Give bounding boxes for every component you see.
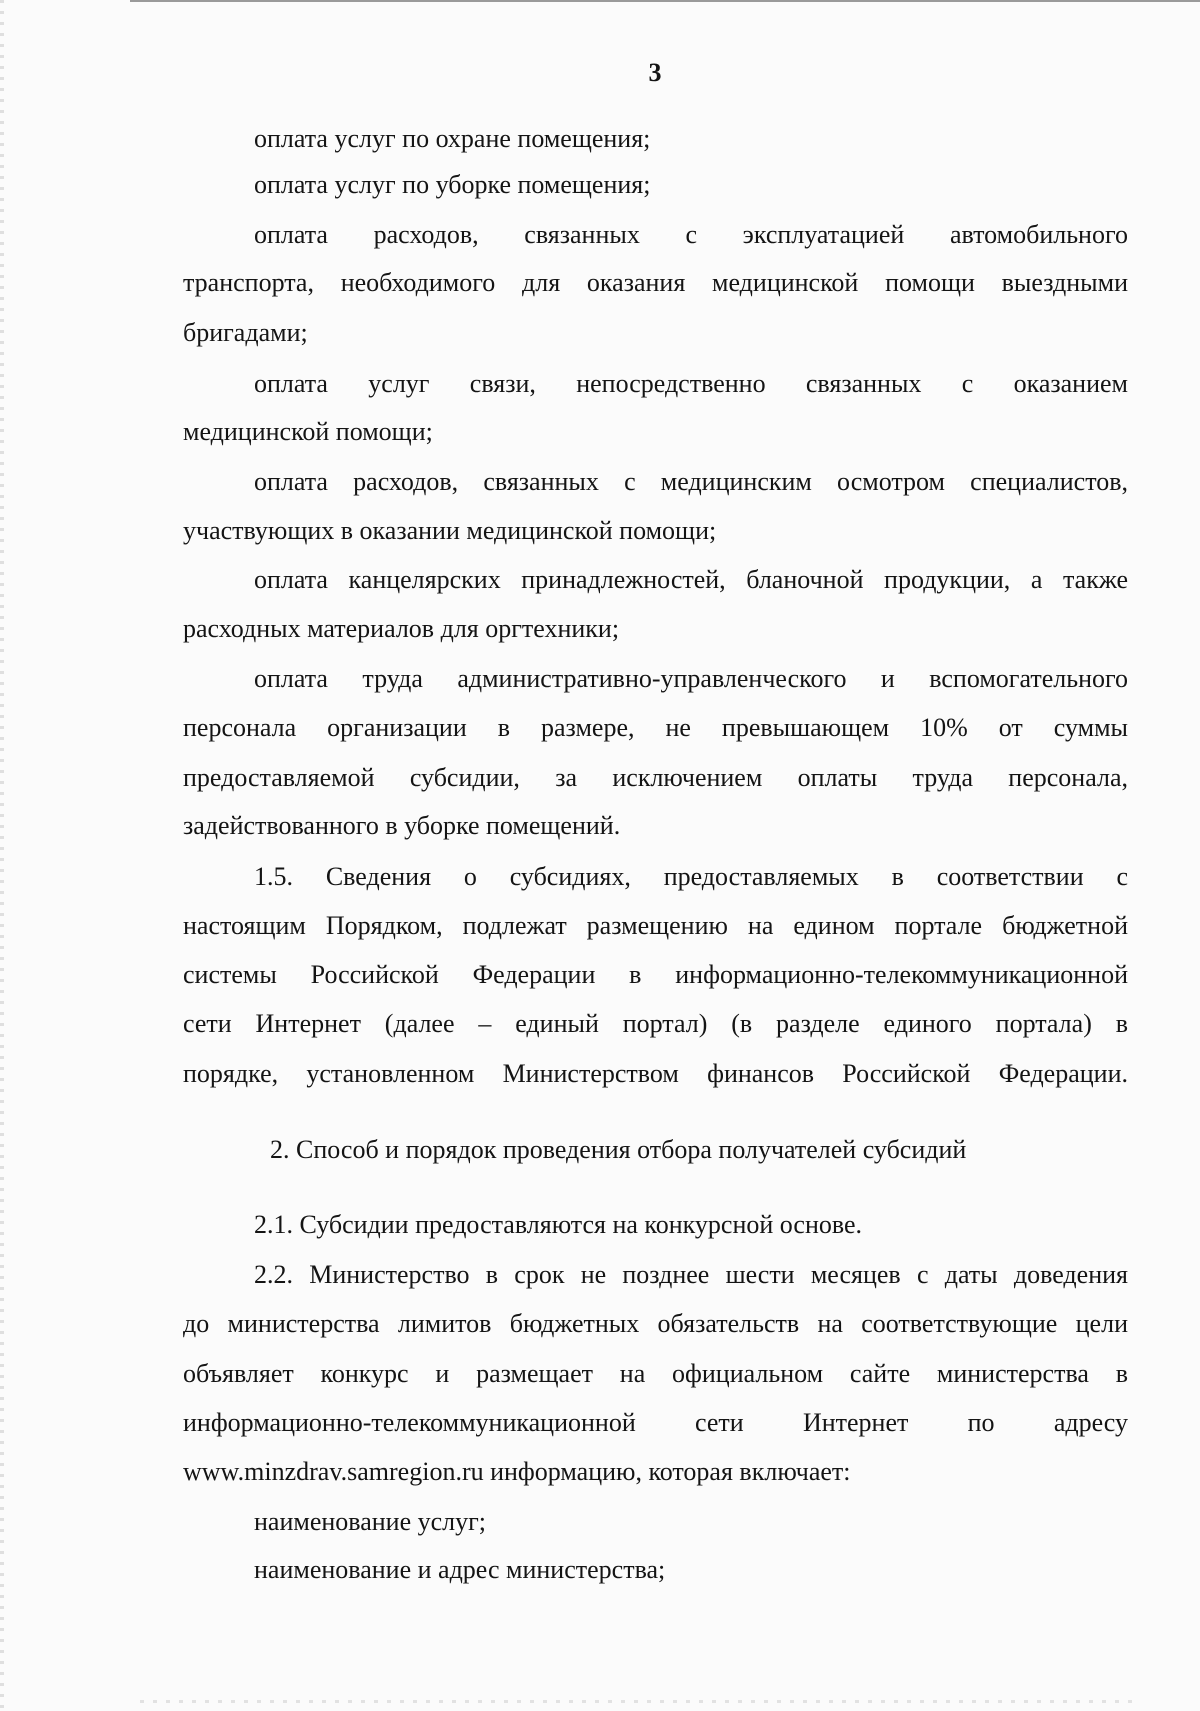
- scan-left-edge: [0, 0, 4, 1711]
- text-line: оплата канцелярских принадлежностей, бланочной продукции, а также: [254, 565, 1128, 594]
- text-line: наименование и адрес министерства;: [254, 1555, 666, 1584]
- text-line: персонала организации в размере, не превышающем 10% от суммы: [183, 713, 1128, 742]
- text-line: 2.2. Министерство в срок не позднее шести месяцев с даты доведения: [254, 1260, 1128, 1289]
- section-heading: 2. Способ и порядок проведения отбора получателей субсидий: [270, 1135, 967, 1164]
- scan-bottom-edge: [140, 1700, 1140, 1703]
- scan-top-border: [130, 0, 1200, 2]
- text-line: участвующих в оказании медицинской помощи;: [183, 516, 717, 545]
- text-line: расходных материалов для оргтехники;: [183, 614, 620, 643]
- text-line: бригадами;: [183, 318, 308, 347]
- text-line: медицинской помощи;: [183, 417, 433, 446]
- text-line: информационно-телекоммуникационной сети Интернет по адресу: [183, 1408, 1128, 1437]
- text-line: 2.1. Субсидии предоставляются на конкурсной основе.: [254, 1210, 863, 1239]
- text-line: наименование услуг;: [254, 1507, 487, 1536]
- text-line: оплата расходов, связанных с медицинским осмотром специалистов,: [254, 467, 1128, 496]
- text-line: 1.5. Сведения о субсидиях, предоставляемых в соответствии с: [254, 862, 1128, 891]
- text-line: оплата расходов, связанных с эксплуатацией автомобильного: [254, 220, 1128, 249]
- text-line: до министерства лимитов бюджетных обязательств на соответствующие цели: [183, 1309, 1128, 1338]
- text-line: оплата услуг по уборке помещения;: [254, 170, 651, 199]
- text-line: транспорта, необходимого для оказания медицинской помощи выездными: [183, 268, 1128, 297]
- text-line: настоящим Порядком, подлежат размещению на едином портале бюджетной: [183, 911, 1128, 940]
- text-line: задействованного в уборке помещений.: [183, 811, 621, 840]
- page-number: 3: [648, 58, 662, 87]
- text-line: порядке, установленном Министерством финансов Российской Федерации.: [183, 1059, 1128, 1088]
- text-line: оплата услуг по охране помещения;: [254, 124, 651, 153]
- text-line: сети Интернет (далее – единый портал) (в разделе единого портала) в: [183, 1009, 1128, 1038]
- text-line: www.minzdrav.samregion.ru информацию, которая включает:: [183, 1457, 851, 1486]
- text-line: оплата услуг связи, непосредственно связанных с оказанием: [254, 369, 1128, 398]
- text-line: предоставляемой субсидии, за исключением оплаты труда персонала,: [183, 763, 1128, 792]
- text-line: системы Российской Федерации в информационно-телекоммуникационной: [183, 960, 1128, 989]
- text-line: оплата труда административно-управленческого и вспомогательного: [254, 664, 1128, 693]
- text-line: объявляет конкурс и размещает на официальном сайте министерства в: [183, 1359, 1128, 1388]
